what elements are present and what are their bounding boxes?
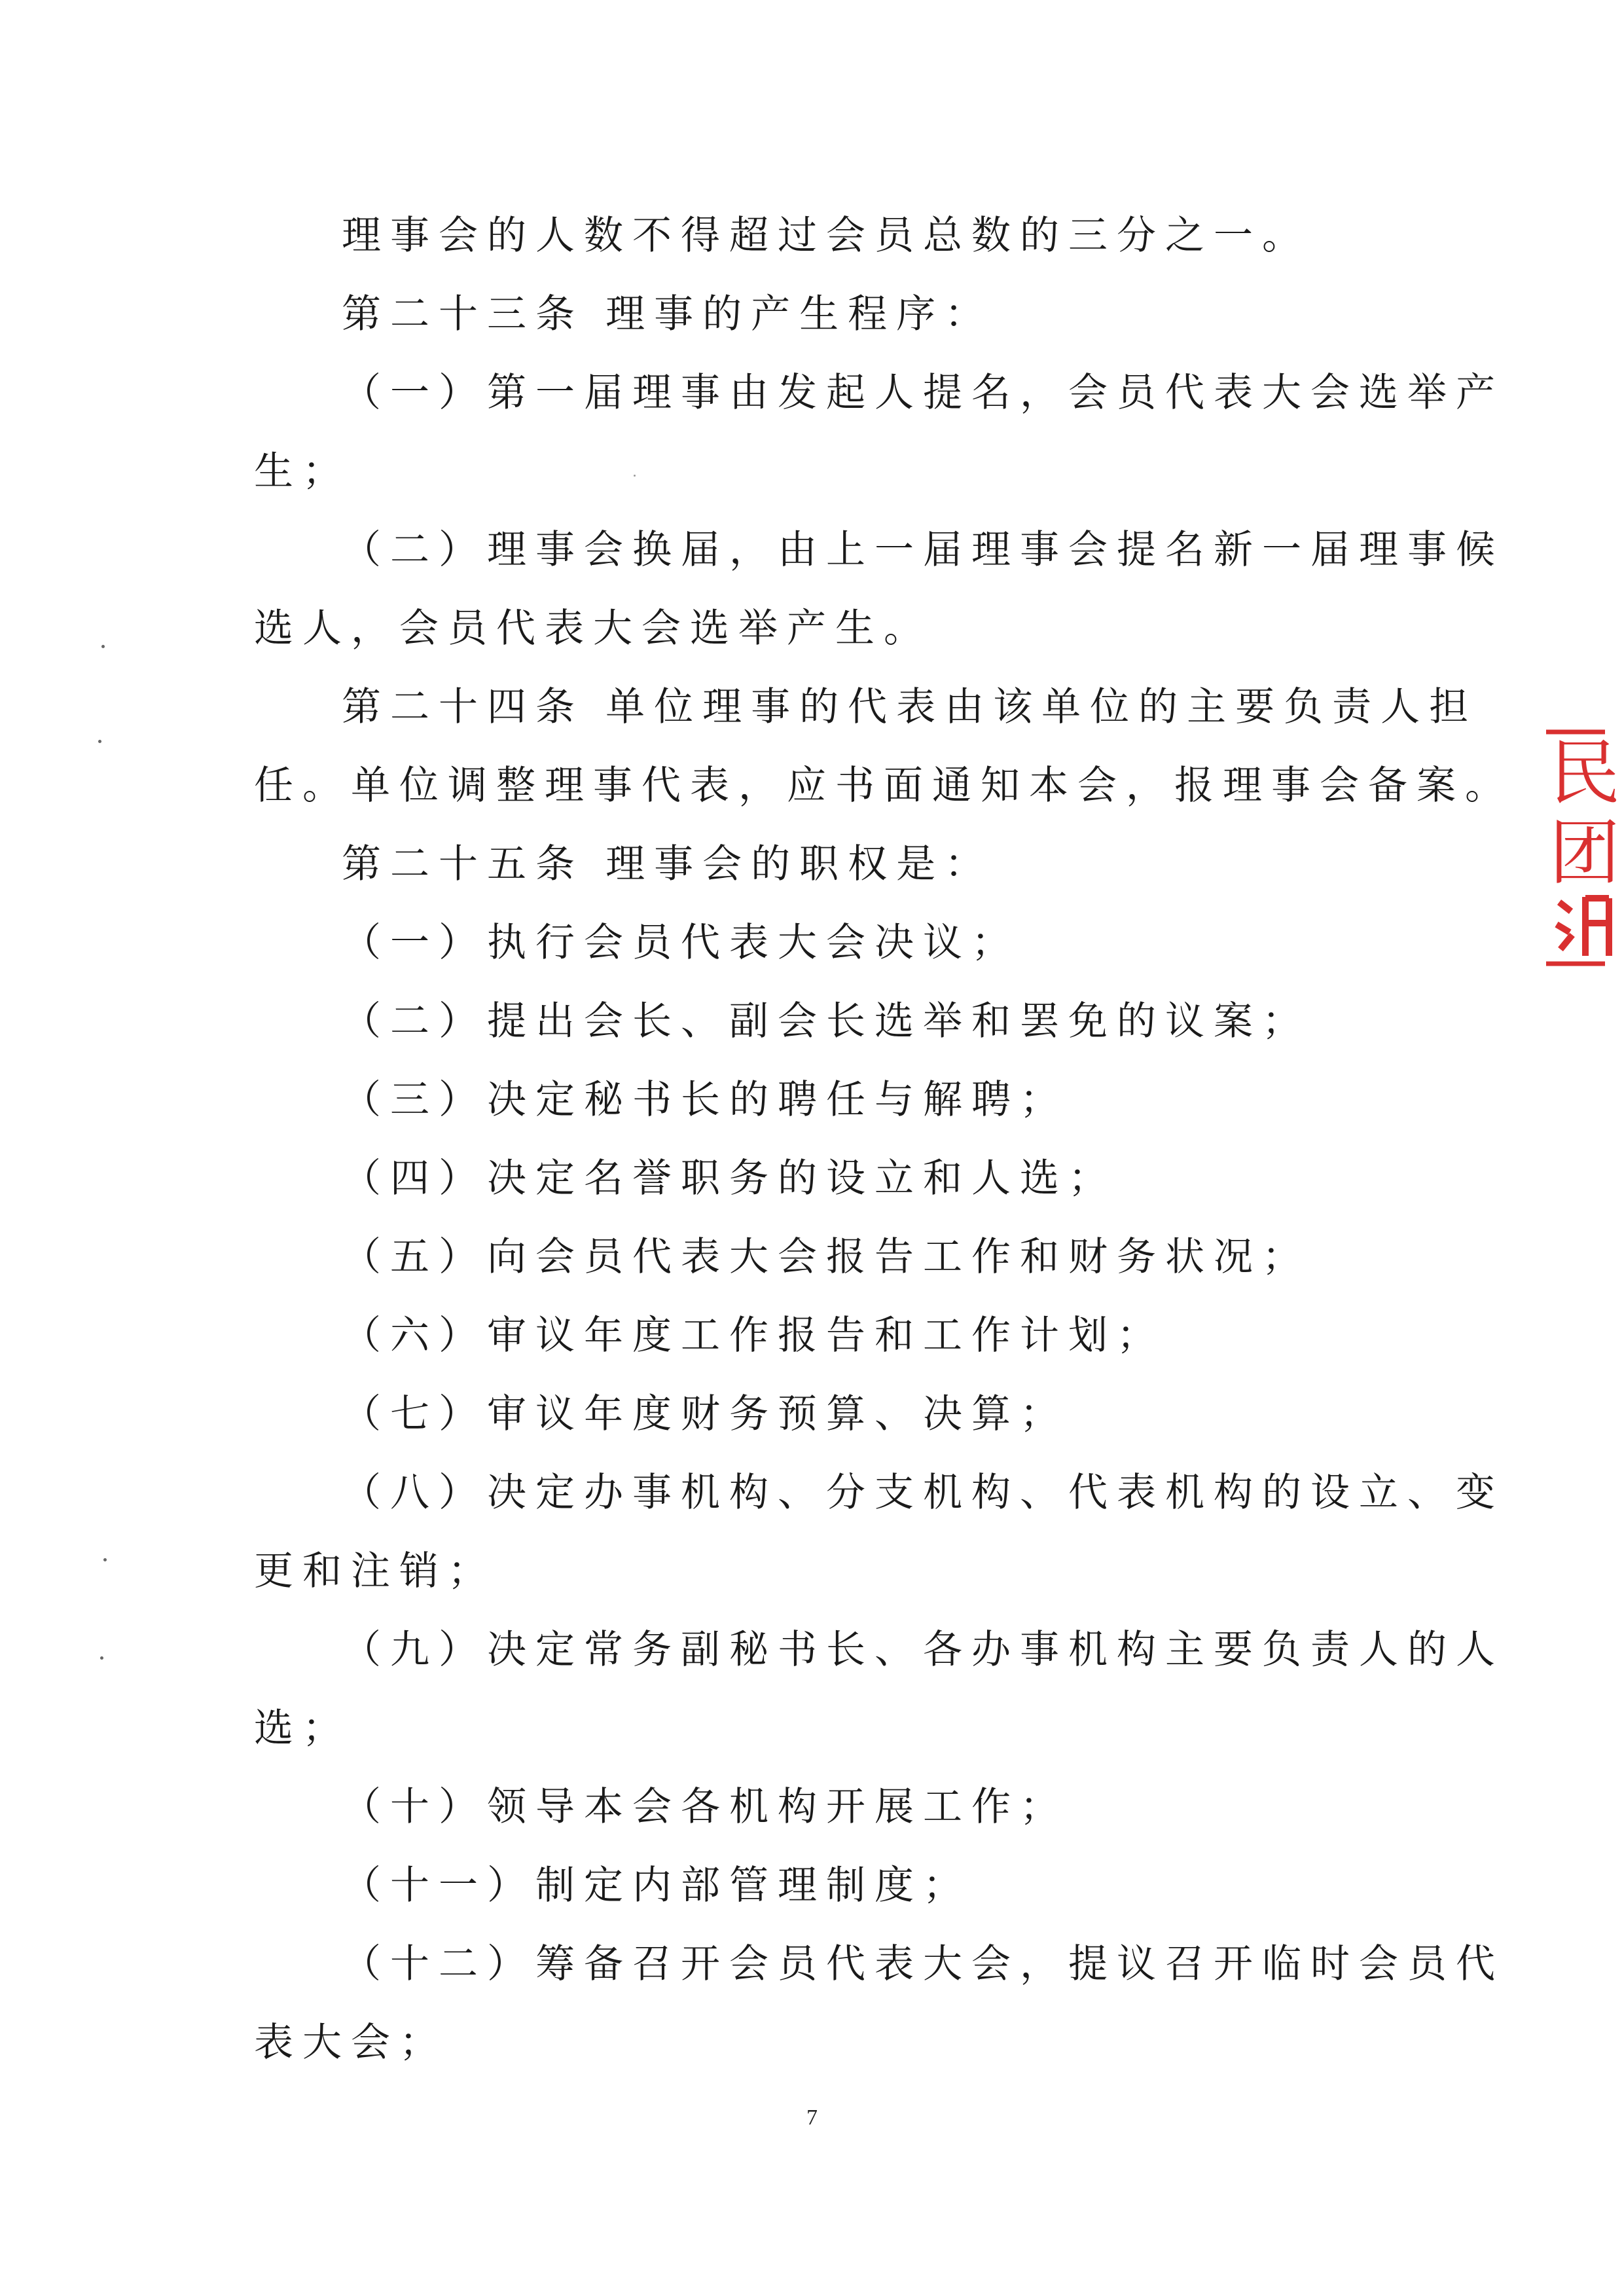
text-line-3: （一）第一届理事由发起人提名，会员代表大会选举产 [342,370,1504,416]
text-line-16: （七）审议年度财务预算、决算； [342,1391,1068,1437]
text-line-10: （一）执行会员代表大会决议； [342,920,1020,966]
text-line-20: 选； [254,1705,351,1751]
scan-speck [634,475,636,477]
scan-speck [101,645,105,648]
text-line-5: （二）理事会换届，由上一届理事会提名新一届理事候 [342,527,1504,573]
text-line-13: （四）决定名誉职务的设立和人选； [342,1156,1117,1201]
text-line-19: （九）决定常务副秘书长、各办事机构主要负责人的人 [342,1627,1504,1673]
text-line-21: （十）领导本会各机构开展工作； [342,1784,1068,1830]
text-line-11: （二）提出会长、副会长选举和罢免的议案； [342,998,1310,1044]
text-line-18: 更和注销； [254,1548,496,1594]
text-line-6: 选人，会员代表大会选举产生。 [254,606,932,651]
article-23-heading: 第二十三条 理事的产生程序： [342,291,994,337]
scan-speck [100,1656,103,1660]
text-line-24: 表大会； [254,2020,448,2066]
text-line-15: （六）审议年度工作报告和工作计划； [342,1313,1165,1358]
text-line-8: 任。单位调整理事代表，应书面通知本会，报理事会备案。 [254,763,1513,809]
seal-glyph-2: 团 [1549,812,1621,894]
text-line-4: 生； [254,448,351,494]
page-number: 7 [806,2105,818,2130]
scan-speck [103,1558,107,1561]
article-24-heading: 第二十四条 单位理事的代表由该单位的主要负责人担 [342,684,1478,730]
text-line-12: （三）决定秘书长的聘任与解聘； [342,1077,1068,1123]
official-seal-stamp [1546,727,1624,969]
scan-speck [98,740,101,743]
text-line-23: （十二）筹备召开会员代表大会，提议召开临时会员代 [342,1941,1504,1987]
article-25-heading: 第二十五条 理事会的职权是： [342,841,994,887]
text-line-14: （五）向会员代表大会报告工作和财务状况； [342,1234,1310,1280]
text-line-17: （八）决定办事机构、分支机构、代表机构的设立、变 [342,1470,1504,1516]
text-line-1: 理事会的人数不得超过会员总数的三分之一。 [342,213,1310,259]
text-line-22: （十一）制定内部管理制度； [342,1863,971,1908]
seal-glyph-1: 民 [1549,733,1621,814]
